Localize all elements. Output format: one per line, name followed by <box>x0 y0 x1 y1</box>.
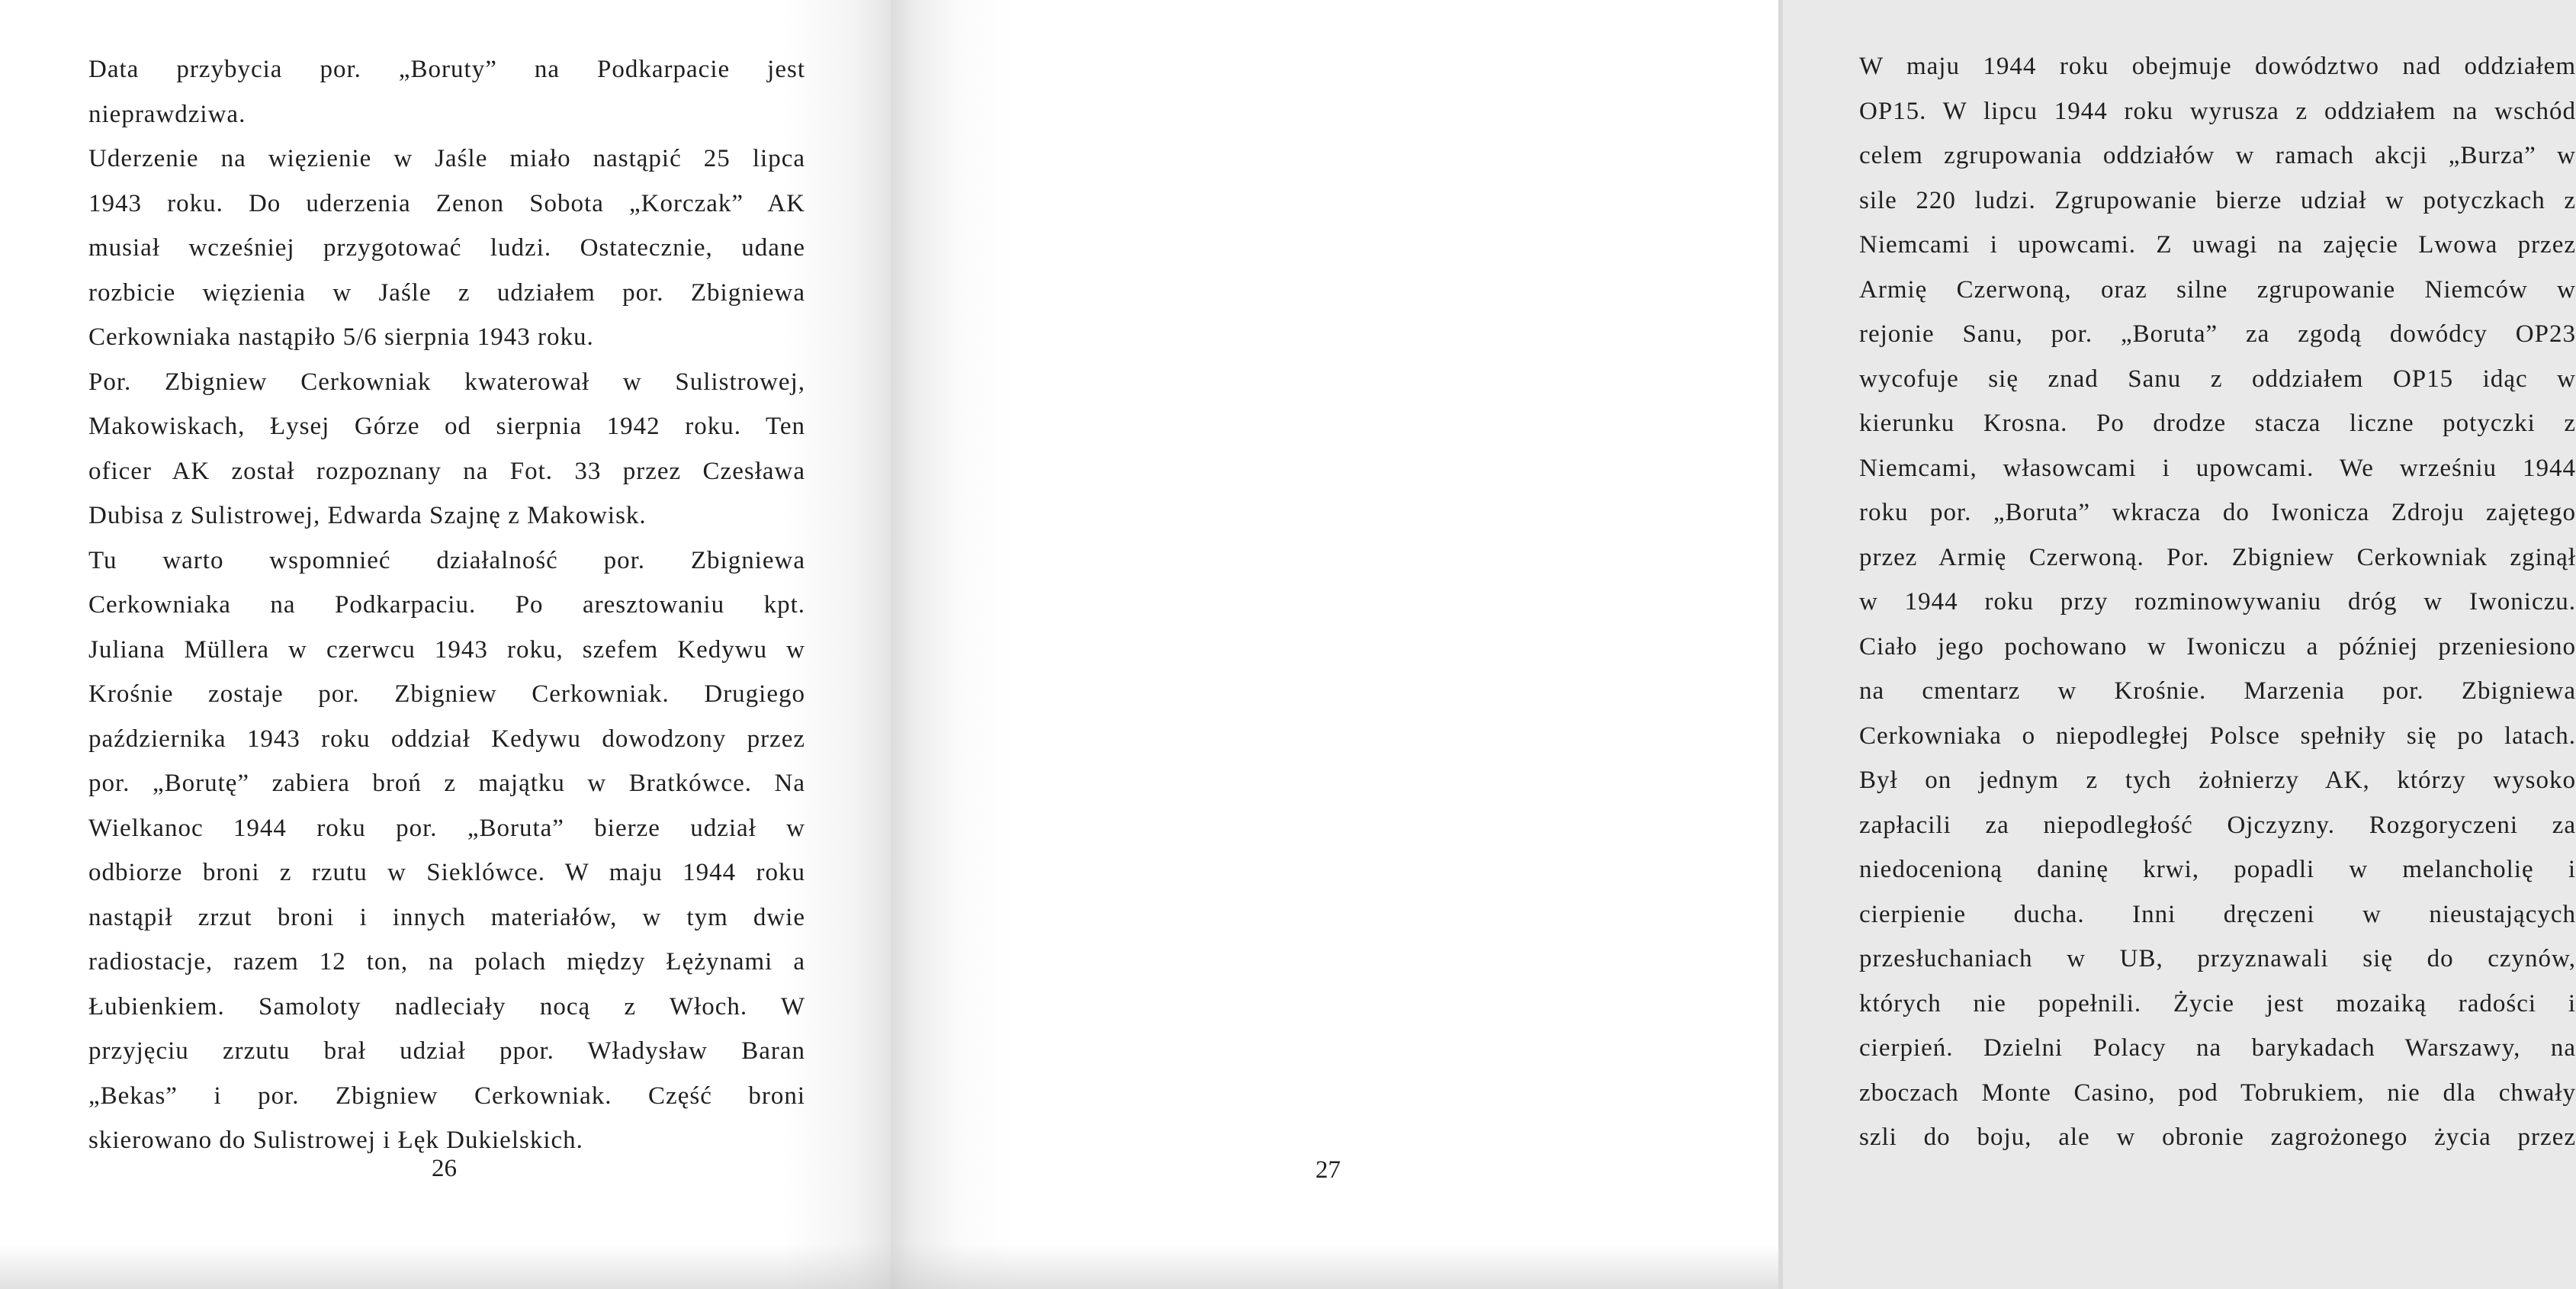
text-line: Cerkowniaka na Podkarpaciu. Po aresztowaniu kpt. <box>88 591 805 619</box>
right-page <box>891 0 2576 1289</box>
text-line: por. „Borutę” zabiera broń z majątku w Bratkówce. Na <box>88 770 805 797</box>
page-bottom-shadow <box>0 1243 1783 1289</box>
text-line: zboczach Monte Casino, pod Tobrukiem, nie dla chwały <box>1859 1078 2576 1107</box>
right-page-number: 27 <box>1315 1156 1341 1184</box>
text-line: Niemcami, własowcami i upowcami. We wrześniu 1944 <box>1859 454 2576 482</box>
text-line: Data przybycia por. „Boruty” na Podkarpacie jest <box>88 56 805 83</box>
text-line: niedocenioną daninę krwi, popadli w melancholię i <box>1859 856 2576 883</box>
text-line: których nie popełnili. Życie jest mozaiką radości i <box>1859 989 2576 1017</box>
left-page <box>0 0 891 1289</box>
text-line: Cerkowniaka o niepodległej Polsce spełniły się po latach. <box>1859 722 2576 750</box>
text-line: skierowano do Sulistrowej i Łęk Dukielskich. <box>88 1127 583 1154</box>
scan-right-edge <box>1778 0 1783 1289</box>
text-line: na cmentarz w Krośnie. Marzenia por. Zbigniewa <box>1859 677 2576 705</box>
text-line: nastąpił zrzut broni i innych materiałów, w tym dwie <box>88 903 805 931</box>
text-line: rejonie Sanu, por. „Boruta” za zgodą dowódcy OP23 <box>1859 320 2576 348</box>
text-line: W maju 1944 roku obejmuje dowództwo nad oddziałem <box>1859 53 2576 80</box>
text-line: kierunku Krosna. Po drodze stacza liczne potyczki z <box>1859 410 2576 437</box>
text-line: Por. Zbigniew Cerkowniak kwaterował w Sulistrowej, <box>88 368 805 396</box>
text-line: przesłuchaniach w UB, przyznawali się do czynów, <box>1859 945 2576 972</box>
text-line: sile 220 ludzi. Zgrupowanie bierze udział w potyczkach z <box>1859 186 2576 214</box>
text-line: Ciało jego pochowano w Iwoniczu a później przeniesiono <box>1859 632 2576 661</box>
text-line: Tu warto wspomnieć działalność por. Zbigniewa <box>88 546 805 574</box>
text-line: Makowiskach, Łysej Górze od sierpnia 1942 roku. Ten <box>88 413 805 440</box>
text-line: radiostacje, razem 12 ton, na polach między Łężynami a <box>88 948 805 976</box>
left-page-body-text <box>88 47 805 1163</box>
text-line: Dubisa z Sulistrowej, Edwarda Szajnę z Makowisk. <box>88 502 647 529</box>
text-line: Uderzenie na więzienie w Jaśle miało nastąpić 25 lipca <box>88 145 805 172</box>
text-line: 1943 roku. Do uderzenia Zenon Sobota „Korczak” AK <box>88 189 805 217</box>
text-line: musiał wcześniej przygotować ludzi. Ostatecznie, udane <box>88 234 805 262</box>
text-line: Wielkanoc 1944 roku por. „Boruta” bierze udział w <box>88 814 805 842</box>
text-line: nieprawdziwa. <box>88 100 246 128</box>
text-line: celem zgrupowania oddziałów w ramach akcji „Burza” w <box>1859 142 2576 169</box>
text-line: cierpienie ducha. Inni dręczeni w nieustających <box>1859 900 2576 928</box>
text-line: w 1944 roku przy rozminowywaniu dróg w Iwoniczu. <box>1859 588 2576 616</box>
text-line: Juliana Müllera w czerwcu 1943 roku, szefem Kedywu w <box>88 635 805 664</box>
text-line: Był on jednym z tych żołnierzy AK, którzy wysoko <box>1859 767 2576 794</box>
text-line: rozbicie więzienia w Jaśle z udziałem por. Zbigniewa <box>88 278 805 307</box>
text-line: OP15. W lipcu 1944 roku wyrusza z oddziałem na wschód <box>1859 97 2576 125</box>
text-line: zapłacili za niepodległość Ojczyzny. Rozgoryczeni za <box>1859 811 2576 839</box>
text-line: cierpień. Dzielni Polacy na barykadach Warszawy, na <box>1859 1034 2576 1062</box>
text-line: roku por. „Boruta” wkracza do Iwonicza Zdroju zajętego <box>1859 499 2576 526</box>
text-line: Cerkowniaka nastąpiło 5/6 sierpnia 1943 roku. <box>88 323 594 351</box>
text-line: Niemcami i upowcami. Z uwagi na zajęcie Lwowa przez <box>1859 231 2576 259</box>
text-line: oficer AK został rozpoznany na Fot. 33 przez Czesława <box>88 457 805 485</box>
text-line: przyjęciu zrzutu brał udział ppor. Władysław Baran <box>88 1037 805 1065</box>
text-line: przez Armię Czerwoną. Por. Zbigniew Cerkowniak zginął <box>1859 543 2576 571</box>
right-page-body-text <box>1859 44 2576 1160</box>
text-line: szli do boju, ale w obronie zagrożonego życia przez <box>1859 1123 2576 1151</box>
text-line: Armię Czerwoną, oraz silne zgrupowanie Niemców w <box>1859 275 2576 304</box>
text-line: odbiorze broni z rzutu w Sieklówce. W maju 1944 roku <box>88 859 805 886</box>
text-line: Łubienkiem. Samoloty nadleciały nocą z Włoch. W <box>88 992 805 1021</box>
text-line: wycofuje się znad Sanu z oddziałem OP15 idąc w <box>1859 365 2576 393</box>
text-line: Krośnie zostaje por. Zbigniew Cerkowniak. Drugiego <box>88 680 805 708</box>
left-page-number: 26 <box>432 1155 457 1182</box>
text-line: „Bekas” i por. Zbigniew Cerkowniak. Część broni <box>88 1082 805 1110</box>
text-line: października 1943 roku oddział Kedywu dowodzony przez <box>88 725 805 753</box>
